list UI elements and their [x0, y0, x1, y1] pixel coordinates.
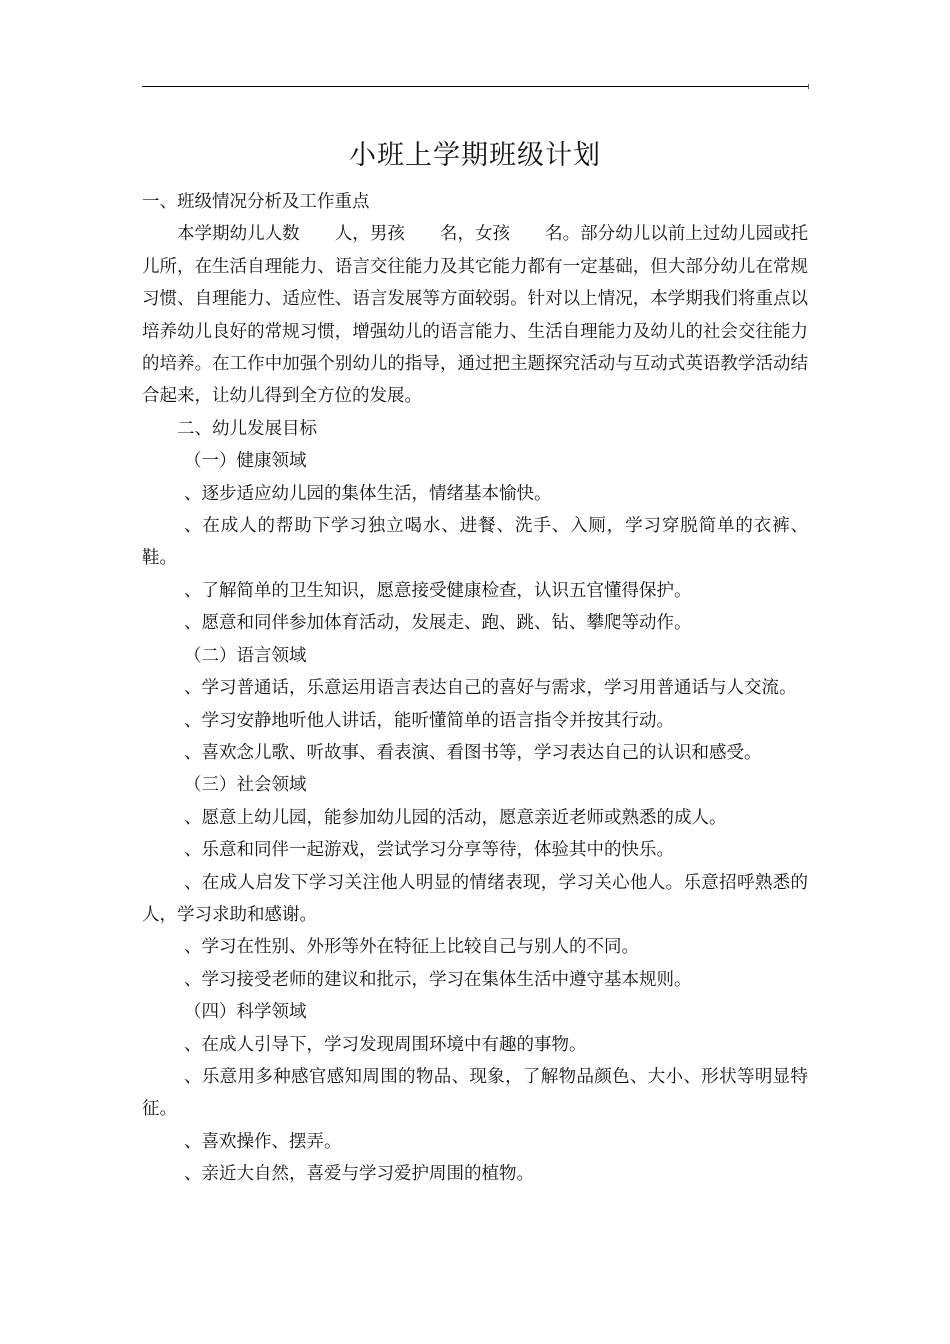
social-item: 、乐意和同伴一起游戏，尝试学习分享等待，体验其中的快乐。: [184, 840, 674, 861]
health-item: 、在成人的帮助下学习独立喝水、进餐、洗手、入厕，学习穿脱简单的衣裤、鞋。: [142, 516, 808, 569]
section1-paragraph: 本学期幼儿人数 人，男孩 名，女孩 名。部分幼儿以前上过幼儿园或托儿所，在生活自理能力、语言交往能力及其它能力都有一定基础，但大部分幼儿在常规习惯、自理能力、适应性、语言发展等方面较弱。针对以上情况，本学期我们将重点以培养幼儿良好的常规习惯，增强幼儿的语言能力、生活自理能力及幼儿的社会交往能力的培养。在工作中加强个别幼儿的指导，通过把主题探究活动与互动式英语教学活动结合起来，让幼儿得到全方位的发展。: [142, 224, 808, 407]
header-rule-tick: [808, 84, 809, 89]
section1-heading: 一、班级情况分析及工作重点: [142, 192, 370, 212]
document-title: 小班上学期班级计划: [349, 140, 601, 171]
language-item: 、学习安静地听他人讲话，能听懂简单的语言指令并按其行动。: [184, 710, 674, 731]
health-heading: （一）健康领域: [184, 451, 307, 472]
science-heading: （四）科学领域: [184, 1002, 307, 1023]
document-body: [142, 138, 808, 1191]
section2-heading: 二、幼儿发展目标: [177, 418, 317, 439]
health-item: 、了解简单的卫生知识，愿意接受健康检查，认识五官懂得保护。: [184, 580, 692, 601]
language-heading: （二）语言领域: [184, 645, 307, 666]
science-item: 、在成人引导下，学习发现周围环境中有趣的事物。: [184, 1034, 587, 1055]
science-item: 、喜欢操作、摆弄。: [184, 1131, 342, 1152]
social-heading: （三）社会领域: [184, 775, 307, 796]
health-item: 、愿意和同伴参加体育活动，发展走、跑、跳、钻、攀爬等动作。: [184, 613, 692, 634]
social-item: 、学习接受老师的建议和批示，学习在集体生活中遵守基本规则。: [184, 969, 692, 990]
language-item: 、学习普通话，乐意运用语言表达自己的喜好与需求，学习用普通话与人交流。: [184, 678, 797, 699]
science-item: 、亲近大自然，喜爱与学习爱护周围的植物。: [184, 1164, 534, 1185]
social-item: 、学习在性别、外形等外在特征上比较自己与别人的不同。: [184, 937, 639, 958]
health-item: 、逐步适应幼儿园的集体生活，情绪基本愉快。: [184, 483, 552, 504]
language-item: 、喜欢念儿歌、听故事、看表演、看图书等，学习表达自己的认识和感受。: [184, 742, 762, 763]
header-rule: [142, 86, 808, 87]
social-item: 、在成人启发下学习关注他人明显的情绪表现，学习关心他人。乐意招呼熟悉的人，学习求助和感谢。: [142, 872, 808, 925]
social-item: 、愿意上幼儿园，能参加幼儿园的活动，愿意亲近老师或熟悉的成人。: [184, 807, 727, 828]
science-item: 、乐意用多种感官感知周围的物品、现象，了解物品颜色、大小、形状等明显特征。: [142, 1066, 808, 1120]
